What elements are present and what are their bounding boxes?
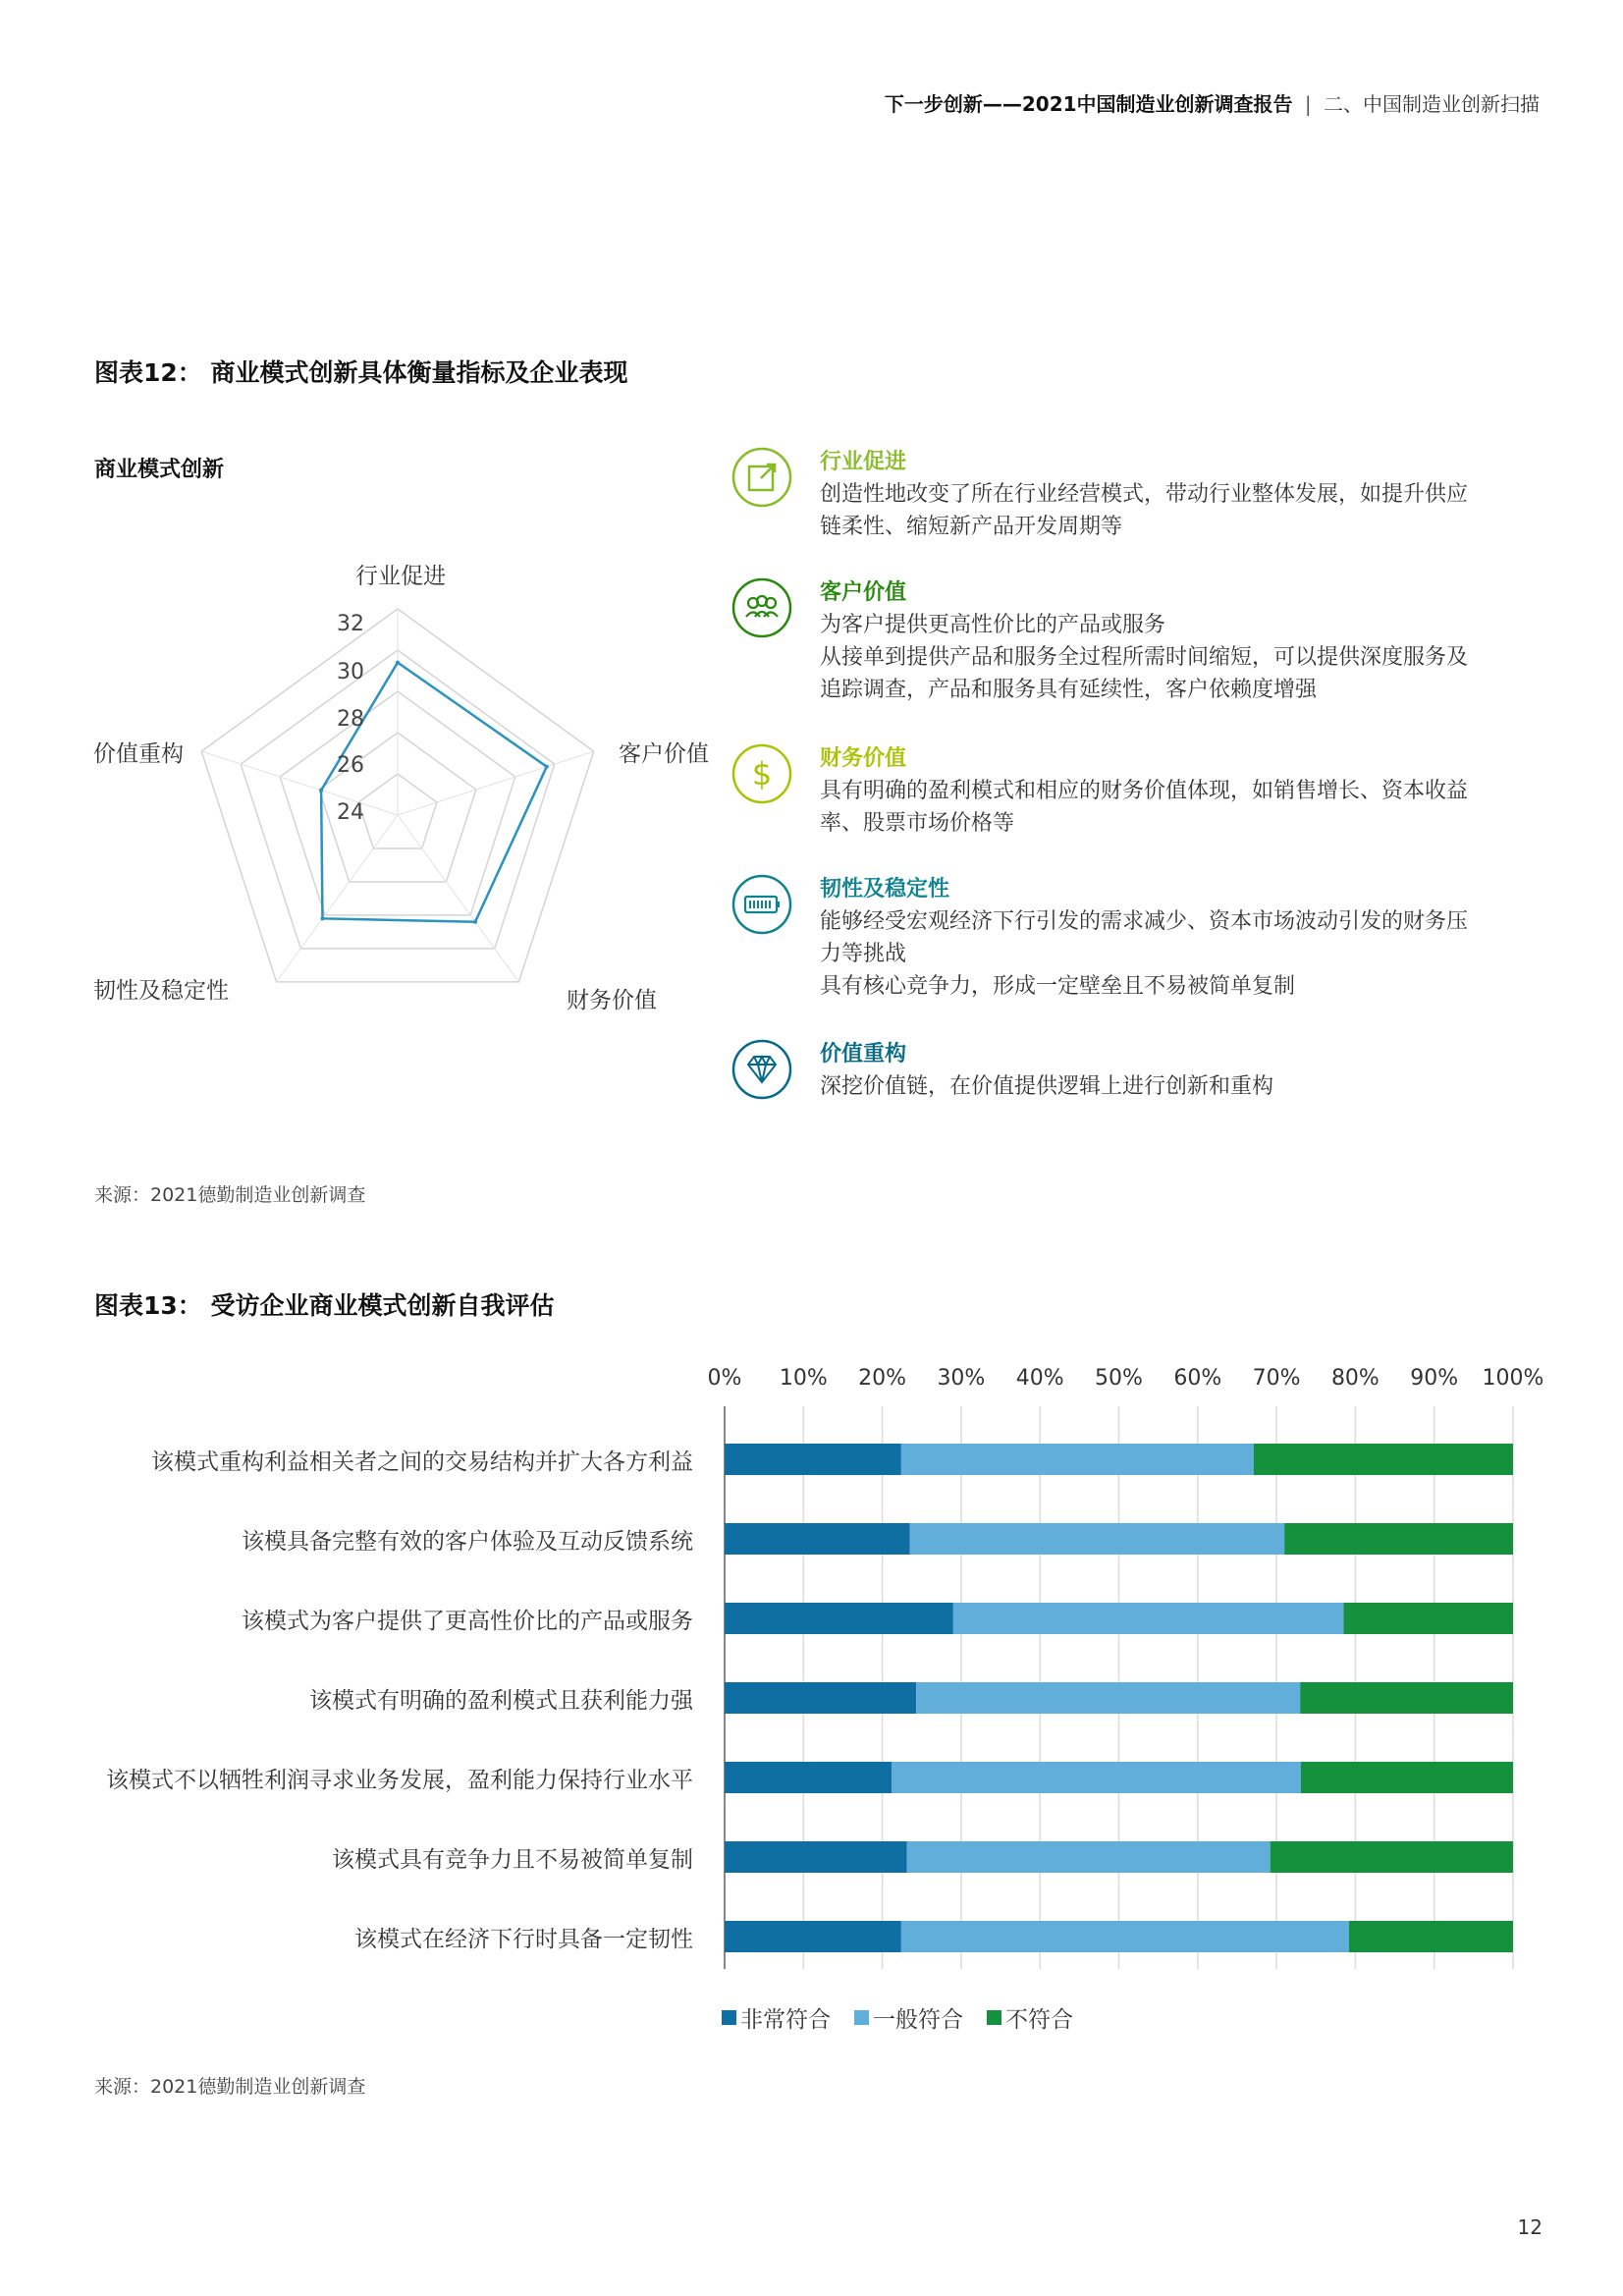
bar-segment — [725, 1682, 916, 1714]
bar-segment — [953, 1603, 1343, 1634]
bar-x-tick-label: 90% — [1410, 1366, 1459, 1391]
bar-category-label: 该模式为客户提供了更高性价比的产品或服务 — [242, 1609, 693, 1634]
legend-entry — [987, 2001, 1073, 2034]
figure12-title: 图表12： 商业模式创新具体衡量指标及企业表现 — [94, 358, 628, 387]
bar-x-tick-label: 50% — [1095, 1366, 1143, 1391]
bar-x-tick-label: 30% — [937, 1366, 986, 1391]
legend-swatch — [987, 2010, 1001, 2025]
legend-entry — [722, 2001, 831, 2034]
legend-desc-line: 链柔性、缩短新产品开发周期等 — [820, 515, 1123, 539]
legend-desc-line: 追踪调查，产品和服务具有延续性，客户依赖度增强 — [820, 678, 1318, 702]
bar-segment — [906, 1841, 1270, 1873]
bar-category-label: 该模式具有竞争力且不易被简单复制 — [332, 1847, 693, 1873]
legend-desc-line: 率、股票市场价格等 — [820, 811, 1015, 836]
legend-desc-line: 具有明确的盈利模式和相应的财务价值体现，如销售增长、资本收益 — [820, 779, 1469, 803]
bar-segment — [725, 1603, 953, 1634]
radar-scale-label: 30 — [337, 660, 364, 684]
bar-segment — [1349, 1921, 1513, 1952]
legend-label: 一般符合 — [873, 2007, 963, 2033]
radar-axis-label: 客户价值 — [619, 741, 709, 767]
header-separator: | — [1304, 92, 1312, 116]
report-title: 下一步创新——2021中国制造业创新调查报告 — [884, 92, 1293, 116]
radar-scale-label: 26 — [337, 753, 364, 778]
legend-title: 韧性及稳定性 — [820, 877, 950, 902]
bar-segment — [1300, 1682, 1513, 1714]
radar-scale-label: 28 — [337, 707, 364, 732]
bar-category-label: 该模式不以牺牲利润寻求业务发展，盈利能力保持行业水平 — [106, 1768, 693, 1793]
radar-scale-label: 24 — [337, 800, 364, 825]
radar-axis-label: 行业促进 — [355, 564, 446, 589]
bar-segment — [901, 1444, 1254, 1475]
page-number: 12 — [1517, 2215, 1542, 2239]
legend-label: 非常符合 — [740, 2007, 831, 2033]
bar-x-tick-label: 20% — [858, 1366, 907, 1391]
radar-axis-label: 价值重构 — [93, 741, 184, 767]
bar-x-tick-label: 60% — [1173, 1366, 1222, 1391]
bar-category-label: 该模具备完整有效的客户体验及互动反馈系统 — [242, 1529, 693, 1555]
figure13-title: 图表13： 受访企业商业模式创新自我评估 — [94, 1291, 555, 1320]
bar-x-tick-label: 40% — [1015, 1366, 1064, 1391]
bar-segment — [1284, 1523, 1513, 1555]
bar-segment — [1254, 1444, 1513, 1475]
bar-x-tick-label: 0% — [707, 1366, 742, 1391]
legend-swatch — [854, 2010, 869, 2025]
bar-x-tick-label: 100% — [1482, 1366, 1544, 1391]
radar-subtitle: 商业模式创新 — [94, 458, 225, 482]
radar-axis-label: 韧性及稳定性 — [93, 978, 229, 1004]
figure12-source: 来源：2021德勤制造业创新调查 — [94, 1184, 366, 1206]
bar-segment — [910, 1523, 1284, 1555]
bar-chart-legend — [722, 2001, 1097, 2034]
legend-label: 不符合 — [1005, 2007, 1073, 2033]
bar-segment — [901, 1921, 1349, 1952]
bar-segment — [725, 1523, 910, 1555]
legend-desc-line: 从接单到提供产品和服务全过程所需时间缩短，可以提供深度服务及 — [820, 645, 1469, 670]
bar-segment — [725, 1841, 906, 1873]
bar-segment — [892, 1762, 1301, 1793]
bar-segment — [1301, 1762, 1513, 1793]
svg-text:$: $ — [751, 755, 773, 793]
legend-entry — [854, 2001, 963, 2034]
bar-segment — [725, 1444, 901, 1475]
bar-x-tick-label: 80% — [1330, 1366, 1380, 1391]
figure13-source: 来源：2021德勤制造业创新调查 — [94, 2076, 366, 2098]
legend-title: 行业促进 — [820, 450, 907, 474]
bar-segment — [725, 1921, 901, 1952]
bar-segment — [725, 1762, 892, 1793]
legend-desc-line: 深挖价值链，在价值提供逻辑上进行创新和重构 — [820, 1074, 1274, 1099]
bar-x-tick-label: 10% — [779, 1366, 828, 1391]
radar-scale-label: 32 — [337, 612, 364, 636]
bar-x-tick-label: 70% — [1252, 1366, 1301, 1391]
legend-desc-line: 力等挑战 — [820, 942, 907, 966]
bar-segment — [1271, 1841, 1513, 1873]
legend-desc-line: 能够经受宏观经济下行引发的需求减少、资本市场波动引发的财务压 — [820, 909, 1469, 934]
legend-title: 价值重构 — [820, 1042, 907, 1066]
bar-category-label: 该模式在经济下行时具备一定韧性 — [354, 1927, 693, 1952]
legend-desc-line: 具有核心竞争力，形成一定壁垒且不易被简单复制 — [820, 974, 1296, 999]
bar-category-label: 该模式重构利益相关者之间的交易结构并扩大各方利益 — [151, 1449, 693, 1475]
bar-segment — [916, 1682, 1300, 1714]
legend-desc-line: 创造性地改变了所在行业经营模式，带动行业整体发展，如提升供应 — [820, 482, 1469, 507]
legend-title: 客户价值 — [820, 580, 907, 605]
bar-category-label: 该模式有明确的盈利模式且获利能力强 — [309, 1688, 693, 1714]
legend-swatch — [722, 2010, 736, 2025]
section-title: 二、中国制造业创新扫描 — [1324, 92, 1540, 116]
bar-segment — [1343, 1603, 1513, 1634]
legend-title: 财务价值 — [820, 746, 907, 771]
legend-desc-line: 为客户提供更高性价比的产品或服务 — [820, 613, 1166, 637]
radar-axis-label: 财务价值 — [567, 988, 657, 1013]
